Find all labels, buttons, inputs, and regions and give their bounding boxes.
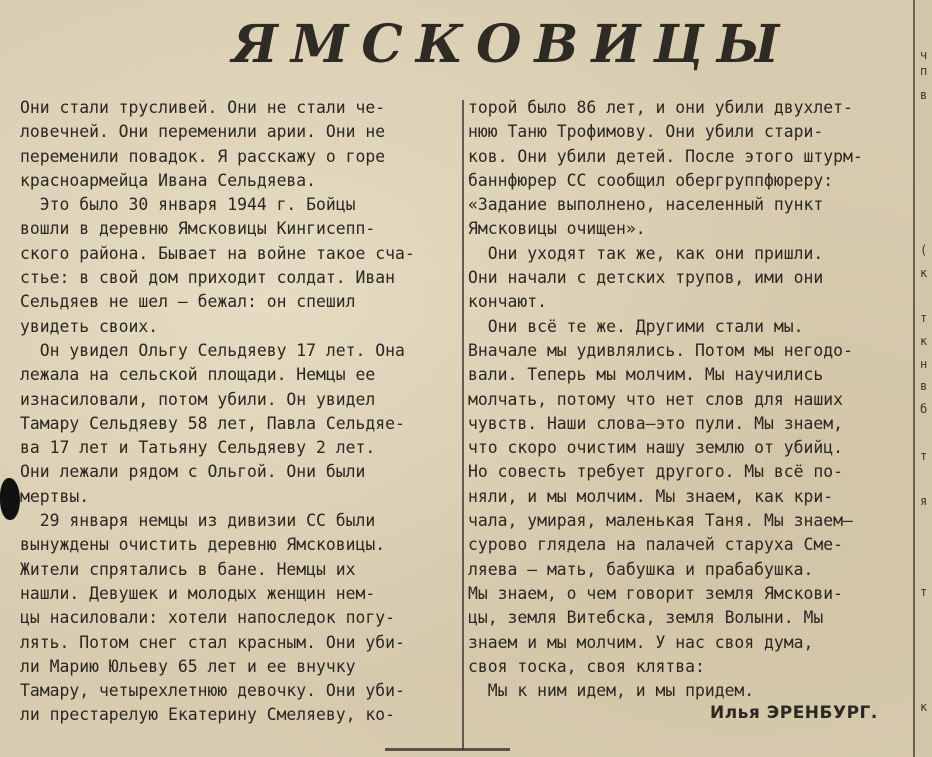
left-column-line: Они лежали рядом с Ольгой. Они были — [20, 462, 366, 482]
right-column-line: цы, земля Витебска, земля Волыни. Мы — [468, 608, 824, 628]
left-column-line: вошли в деревню Ямсковицы Кингисепп- — [20, 219, 376, 239]
left-column-line: лять. Потом снег стал красным. Они уби- — [20, 632, 405, 652]
right-column-line: кончают. — [468, 292, 547, 312]
adjacent-text-fragment: т — [920, 585, 928, 599]
adjacent-text-fragment: б — [920, 402, 928, 416]
article-left-column — [20, 96, 460, 728]
adjacent-text-fragment: ч — [920, 48, 928, 62]
right-column-line: чала, умирая, маленькая Таня. Мы знаем— — [468, 511, 853, 531]
right-column-line: няли, и мы молчим. Мы знаем, как кри- — [468, 486, 834, 506]
adjacent-text-fragment: в — [920, 379, 928, 393]
bottom-rule — [385, 748, 510, 751]
article-title: ЯМСКОВИЦЫ — [232, 14, 793, 75]
right-column-line: Ямсковицы очищен». — [468, 219, 646, 239]
left-column-line: переменили повадок. Я расскажу о горе — [20, 146, 386, 166]
adjacent-text-fragment: к — [920, 700, 928, 714]
right-column-line: торой было 86 лет, и они убили двухлет- — [468, 98, 853, 117]
adjacent-text-fragment: к — [920, 334, 928, 348]
adjacent-text-fragment: т — [920, 449, 928, 463]
adjacent-text-fragment: т — [920, 311, 928, 325]
left-column-line: Это было 30 января 1944 г. Бойцы — [20, 195, 356, 215]
left-column-line: 29 января немцы из дивизии СС были — [20, 511, 376, 531]
right-column-line: Они начали с детских трупов, ими они — [468, 268, 824, 288]
left-column-line: цы насиловали: хотели напоследок погу- — [20, 608, 395, 628]
right-column-line: баннфюрер СС сообщил обергруппфюреру: — [468, 170, 834, 190]
right-column-rule — [913, 0, 915, 757]
right-column-line: Но совесть требует другого. Мы всё по- — [468, 462, 843, 482]
left-column-line: красноармейца Ивана Сельдяева. — [20, 170, 317, 190]
right-column-line: ляева — мать, бабушка и прабабушка. — [468, 559, 814, 579]
right-column-line: нюю Таню Трофимову. Они убили стари- — [468, 122, 824, 142]
adjacent-text-fragment: в — [920, 88, 928, 102]
left-column-line: Жители спрятались в бане. Немцы их — [20, 559, 356, 579]
author-signature: Илья ЭРЕНБУРГ. — [710, 703, 878, 723]
right-column-line: что скоро очистим нашу землю от убийц. — [468, 438, 843, 458]
right-column-line: Вначале мы удивлялись. Потом мы негодо- — [468, 340, 853, 360]
left-column-line: Он увидел Ольгу Сельдяеву 17 лет. Она — [20, 340, 405, 360]
adjacent-text-fragment: п — [920, 64, 928, 78]
right-column-line: чувств. Наши слова—это пули. Мы знаем, — [468, 413, 843, 433]
left-column-line: ловечней. Они переменили арии. Они не — [20, 122, 386, 142]
ink-blot — [0, 478, 20, 520]
adjacent-text-fragment: к — [920, 266, 928, 280]
left-column-line: ского района. Бывает на войне такое сча- — [20, 243, 415, 263]
right-column-line: Мы знаем, о чем говорит земля Ямскови- — [468, 583, 843, 603]
right-column-line: Мы к ним идем, и мы придем. — [468, 681, 755, 701]
left-column-line: нашли. Девушек и молодых женщин нем- — [20, 583, 376, 603]
adjacent-text-fragment: я — [920, 494, 928, 508]
left-column-line: изнасиловали, потом убили. Он увидел — [20, 389, 376, 409]
left-column-line: мертвы. — [20, 486, 90, 506]
article-right-column — [468, 96, 914, 703]
left-column-line: лежала на сельской площади. Немцы ее — [20, 365, 376, 385]
right-column-line: знаем и мы молчим. У нас своя дума, — [468, 632, 814, 652]
left-column-line: стье: в свой дом приходит солдат. Иван — [20, 268, 395, 288]
right-column-line: молчать, потому что нет слов для наших — [468, 389, 843, 409]
right-column-line: своя тоска, своя клятва: — [468, 656, 705, 676]
right-column-line: Они всё те же. Другими стали мы. — [468, 316, 804, 336]
right-column-line: сурово глядела на палачей старуха Сме- — [468, 535, 843, 555]
left-column-line: Сельдяев не шел — бежал: он спешил — [20, 292, 356, 312]
left-column-line: Они стали трусливей. Они не стали че- — [20, 98, 386, 117]
left-column-line: ли престарелую Екатерину Смеляеву, ко- — [20, 705, 395, 725]
left-column-line: Тамару Сельдяеву 58 лет, Павла Сельдяе- — [20, 413, 405, 433]
column-divider — [462, 100, 464, 750]
adjacent-text-fragment: ( — [920, 243, 928, 257]
right-column-line: вали. Теперь мы молчим. Мы научились — [468, 365, 824, 385]
left-column-line: Тамару, четырехлетнюю девочку. Они уби- — [20, 681, 405, 701]
left-column-line: ли Марию Юльеву 65 лет и ее внучку — [20, 656, 356, 676]
right-column-line: ков. Они убили детей. После этого штурм- — [468, 146, 863, 166]
right-column-line: «Задание выполнено, населенный пункт — [468, 195, 824, 215]
left-column-line: увидеть своих. — [20, 316, 159, 336]
left-column-line: вынуждены очистить деревню Ямсковицы. — [20, 535, 386, 555]
left-column-line: ва 17 лет и Татьяну Сельдяеву 2 лет. — [20, 438, 376, 458]
right-column-line: Они уходят так же, как они пришли. — [468, 243, 824, 263]
adjacent-text-fragment: н — [920, 357, 928, 371]
